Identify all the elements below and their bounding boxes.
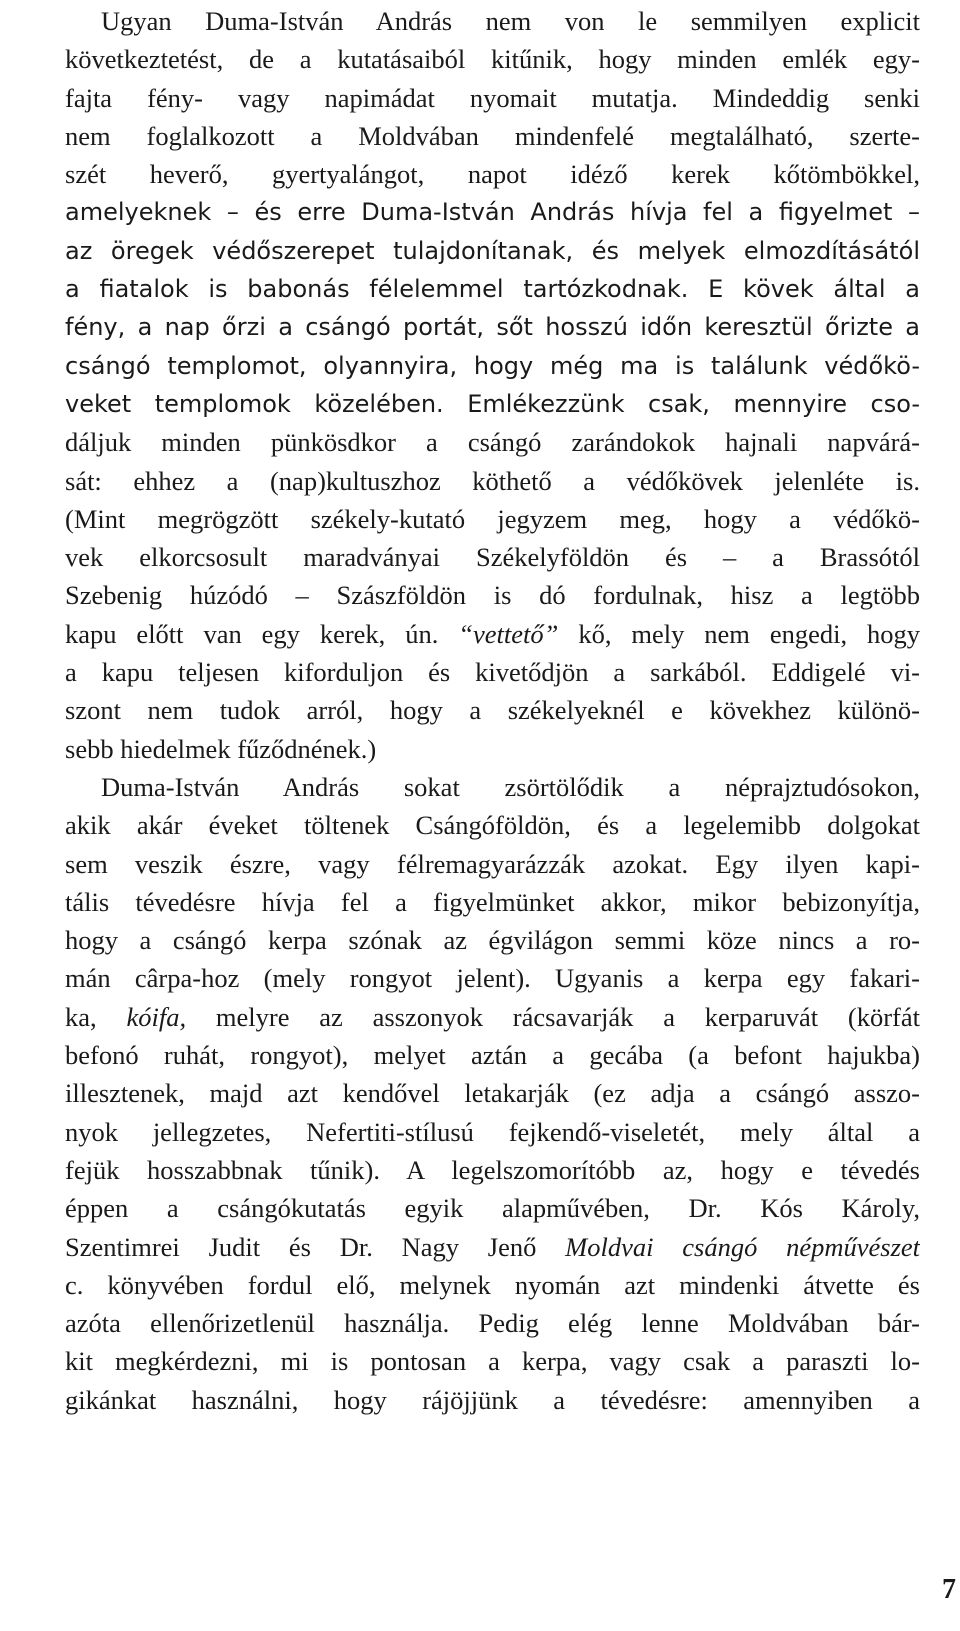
text-line: veket templomok közelében. Emlékezzünk csak, mennyire cso- <box>65 389 920 418</box>
text-line: dáljuk minden pünkösdkor a csángó zarándokok hajnali napvárá- <box>65 427 920 458</box>
text-line: fajta fény- vagy napimádat nyomait mutatja. Mindeddig senki <box>65 82 920 113</box>
text-line: amelyeknek – és erre Duma-István András hívja fel a figyelmet – <box>65 198 920 227</box>
document-page <box>29 2 920 1419</box>
text-fragment: melyre az asszonyok rácsavarják a kerparuvát (körfát <box>215 1001 920 1032</box>
text-line: (Mint megrögzött székely-kutató jegyzem meg, hogy a védőkö- <box>65 503 920 534</box>
text-line: fény, a nap őrzi a csángó portát, sőt hosszú időn keresztül őrizte a <box>65 313 920 342</box>
text-line: azóta ellenőrizetlenül használja. Pedig elég lenne Moldvában bár- <box>65 1308 920 1339</box>
text-line: csángó templomot, olyannyira, hogy még ma is találunk védőkö- <box>65 351 920 380</box>
text-line: illesztenek, majd azt kendővel letakarják (ez adja a csángó asszo- <box>65 1078 920 1109</box>
text-line: sát: ehhez a (nap)kultuszhoz köthető a védőkövek jelenléte is. <box>65 465 920 496</box>
text-line <box>29 1228 920 1266</box>
text-line: sebb hiedelmek fűződnének.) <box>65 733 377 764</box>
text-line: fejük hosszabbnak tűnik). A legelszomorítóbb az, hogy e tévedés <box>65 1154 920 1185</box>
text-line: az öregek védőszerepet tulajdonítanak, és melyek elmozdításától <box>65 236 920 265</box>
text-line: következtetést, de a kutatásaiból kitűnik, hogy minden emlék egy- <box>65 44 920 75</box>
italic-book-title: Moldvai csángó népművészet <box>565 1231 920 1262</box>
italic-term: kóifa, <box>126 1001 187 1032</box>
italic-term: “vettető” <box>458 618 559 649</box>
text-line: Szebenig húzódó – Szászföldön is dó fordulnak, hisz a legtöbb <box>65 580 920 611</box>
text-line: mán cârpa-hoz (mely rongyot jelent). Ugyanis a kerpa egy fakari- <box>65 963 920 994</box>
text-line: Duma-István András sokat zsörtölődik a néprajztudósokon, <box>101 771 920 802</box>
text-line: éppen a csángókutatás egyik alapművében, Dr. Kós Károly, <box>65 1193 920 1224</box>
text-line: a fiatalok is babonás félelemmel tartózkodnak. E kövek által a <box>65 275 920 304</box>
page-number: 7 <box>942 1574 956 1605</box>
text-line: nem foglalkozott a Moldvában mindenfelé megtalálható, szerte- <box>65 120 920 151</box>
text-fragment: ka, <box>65 1001 97 1032</box>
text-line: szét heverő, gyertyalángot, napot idéző kerek kőtömbökkel, <box>65 159 920 190</box>
text-line: nyok jellegzetes, Nefertiti-stílusú fejkendő-viseletét, mely által a <box>65 1116 920 1147</box>
text-line: Ugyan Duma-István András nem von le semmilyen explicit <box>101 6 920 36</box>
text-line <box>29 998 920 1036</box>
text-fragment: kő, mely nem engedi, hogy <box>578 618 920 649</box>
text-fragment: kapu előtt van egy kerek, ún. <box>65 618 439 649</box>
text-line: vek elkorcsosult maradványai Székelyföldön és – a Brassótól <box>65 542 920 573</box>
text-line: gikánkat használni, hogy rájöjjünk a tévedésre: amennyiben a <box>65 1384 920 1415</box>
text-line: szont nem tudok arról, hogy a székelyeknél e kövekhez különö- <box>65 695 920 726</box>
text-line: kit megkérdezni, mi is pontosan a kerpa, vagy csak a paraszti lo- <box>65 1346 920 1377</box>
text-line: hogy a csángó kerpa szónak az égvilágon semmi köze nincs a ro- <box>65 925 920 956</box>
paragraph-1 <box>29 2 920 768</box>
text-line: akik akár éveket töltenek Csángóföldön, és a legelemibb dolgokat <box>65 810 920 841</box>
text-line: befonó ruhát, rongyot), melyet aztán a gecába (a befont hajukba) <box>65 1040 920 1071</box>
text-line: tális tévedésre hívja fel a figyelmünket akkor, mikor bebizonyítja, <box>65 886 920 917</box>
paragraph-2 <box>29 768 920 1419</box>
text-line: c. könyvében fordul elő, melynek nyomán azt mindenki átvette és <box>65 1269 920 1300</box>
text-line: a kapu teljesen kifordulјon és kivetődjön a sarkából. Eddigelé vi- <box>65 657 920 688</box>
text-line: sem veszik észre, vagy félremagyarázzák azokat. Egy ilyen kapi- <box>65 848 920 879</box>
text-fragment: Szentimrei Judit és Dr. Nagy Jenő <box>65 1231 537 1262</box>
text-line <box>29 615 920 653</box>
